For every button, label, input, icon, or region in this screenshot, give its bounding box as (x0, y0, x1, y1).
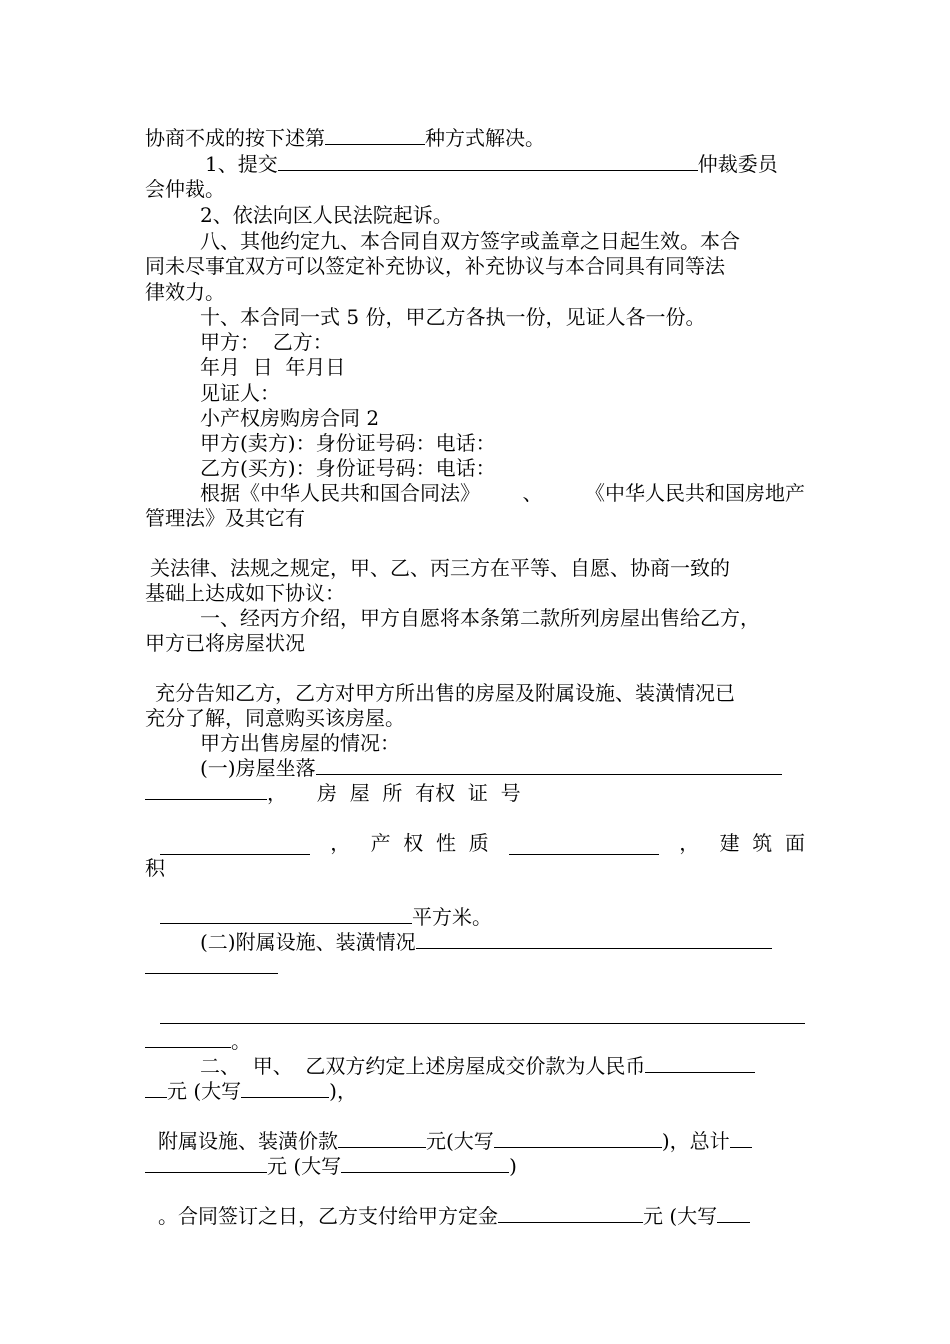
contract-title: 小产权房购房合同 2 (200, 406, 380, 430)
blank-field (717, 1204, 750, 1223)
text-line: 会仲裁。 (145, 177, 225, 201)
blank-field (145, 1079, 167, 1098)
area-line: 平方米。 (160, 905, 492, 929)
blank-field (494, 1129, 662, 1148)
text-line: 管理法》及其它有 (145, 506, 305, 530)
total-uppercase: 元 (大写 ) (145, 1154, 517, 1178)
text-line: 律效力。 (145, 280, 225, 304)
fixtures-line: (二)附属设施、装潢情况 (200, 930, 772, 954)
blank-field (645, 1054, 755, 1073)
legal-basis: 根据《中华人民共和国合同法》 、 《中华人民共和国房地产 (200, 481, 805, 505)
property-rights-area: ， 产 权 性 质 ， 建 筑 面 (160, 831, 805, 855)
blank-field (416, 930, 772, 949)
title-certificate: ， 房 屋 所 有权 证 号 (145, 781, 521, 805)
price-uppercase: 元 (大写 )， (145, 1079, 357, 1103)
signature-parties: 甲方： 乙方： (200, 330, 333, 354)
blank-field (160, 836, 310, 855)
text-line: 充分了解，同意购买该房屋。 (145, 706, 405, 730)
blank-field (160, 905, 412, 924)
blank-field (160, 1005, 805, 1024)
witness-label: 见证人： (200, 381, 280, 405)
text-line: 积 (145, 856, 165, 880)
blank-field (145, 955, 278, 974)
blank-field (341, 1154, 509, 1173)
text-line: 关法律、法规之规定，甲、乙、丙三方在平等、自愿、协商一致的 (150, 556, 730, 580)
text-line: 2、依法向区人民法院起诉。 (200, 203, 453, 227)
clause-eight: 八、其他约定九、本合同自双方签字或盖章之日起生效。本合 (200, 229, 740, 253)
fixtures-blank (160, 1005, 805, 1029)
clause-seven-method: 协商不成的按下述第 种方式解决。 (145, 126, 545, 150)
fixtures-continued (145, 955, 278, 979)
clause-ten: 十、本合同一式 5 份，甲乙方各执一份，见证人各一份。 (200, 305, 706, 329)
arbitration-line: 1、提交 仲裁委员 (205, 152, 778, 176)
blank-field (338, 1129, 426, 1148)
blank-field (278, 152, 698, 171)
text-line: 甲方已将房屋状况 (145, 631, 305, 655)
text-line: 同未尽事宜双方可以签定补充协议，补充协议与本合同具有同等法 (145, 254, 725, 278)
blank-field (498, 1204, 643, 1223)
text-line: 基础上达成如下协议： (145, 581, 345, 605)
blank-field (145, 781, 267, 800)
blank-field (325, 126, 425, 145)
blank-field (241, 1079, 329, 1098)
blank-field (730, 1129, 752, 1148)
blank-field (145, 1029, 231, 1048)
clause-one: 一、经丙方介绍，甲方自愿将本条第二款所列房屋出售给乙方， (200, 606, 760, 630)
buyer-info: 乙方(买方)：身份证号码：电话： (200, 456, 496, 480)
seller-info: 甲方(卖方)：身份证号码：电话： (200, 431, 496, 455)
blank-field (145, 1154, 267, 1173)
clause-two-price: 二、 甲、 乙双方约定上述房屋成交价款为人民币 (200, 1054, 755, 1078)
text-line: 充分告知乙方，乙方对甲方所出售的房屋及附属设施、装潢情况已 (155, 681, 735, 705)
deposit-line: 。合同签订之日，乙方支付给甲方定金 元 (大写 (158, 1204, 750, 1228)
fixtures-end: 。 (145, 1029, 251, 1053)
signature-dates: 年月 日 年月日 (200, 355, 346, 379)
blank-field (509, 836, 659, 855)
property-location: (一)房屋坐落 (200, 756, 782, 780)
property-heading: 甲方出售房屋的情况： (200, 731, 400, 755)
fixtures-price: 附属设施、装潢价款 元(大写 )，总计 (158, 1129, 752, 1153)
blank-field (316, 756, 782, 775)
